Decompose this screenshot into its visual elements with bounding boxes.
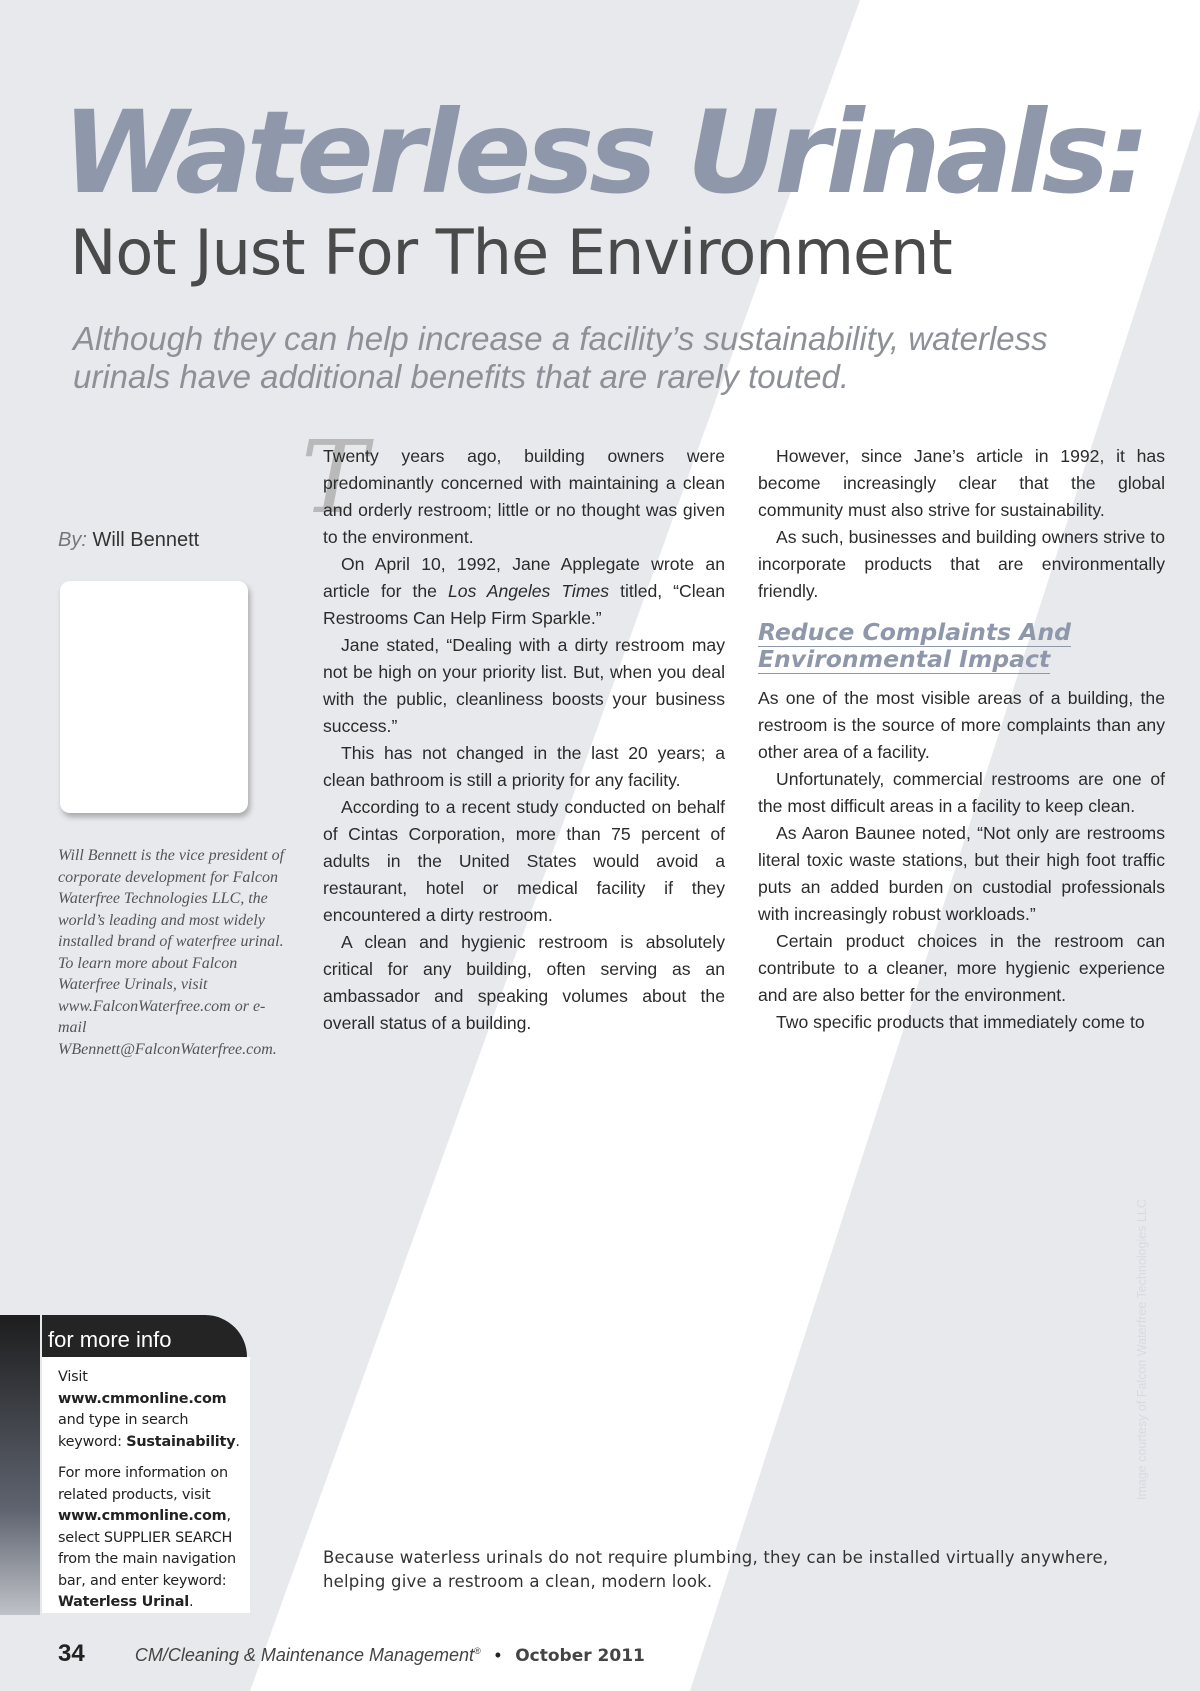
byline-label: By: xyxy=(58,529,87,551)
info-box-stripe xyxy=(0,1315,40,1615)
section-heading xyxy=(758,619,1165,673)
info-link[interactable]: www.cmmonline.com xyxy=(58,1390,227,1407)
section-heading-line: Environmental Impact xyxy=(758,645,1051,673)
info-text: Visit xyxy=(58,1369,88,1385)
info-text: . xyxy=(189,1594,194,1610)
article-paragraph: This has not changed in the last 20 years; a clean bathroom is still a priority for any facility. xyxy=(323,743,725,790)
photo-caption: Because waterless urinals do not require plumbing, they can be installed virtually anywhere, helping give a restroom a clean, modern look. xyxy=(323,1548,1109,1591)
info-box-heading: for more info xyxy=(48,1327,172,1352)
info-paragraph xyxy=(58,1367,250,1453)
article-paragraph: As Aaron Baunee noted, “Not only are restrooms literal toxic waste stations, but their high foot traffic puts an added burden on custodial professionals with increasingly robust workloads.” xyxy=(758,823,1165,924)
page-footer xyxy=(58,1640,645,1668)
section-heading-line: Reduce Complaints And xyxy=(758,618,1072,646)
image-credit xyxy=(1135,1150,1155,1500)
author-photo xyxy=(60,581,248,813)
registered-mark: ® xyxy=(474,1646,481,1656)
article-column-1 xyxy=(323,443,725,1037)
article-paragraph: According to a recent study conducted on behalf of Cintas Corporation, more than 75 percent of adults in the United States would avoid a restaurant, hotel or medical facility if they encountered a dirty restroom. xyxy=(323,797,725,925)
article-paragraph: However, since Jane’s article in 1992, it has become increasingly clear that the global community must also strive for sustainability. xyxy=(758,446,1165,520)
article-paragraph: Certain product choices in the restroom can contribute to a cleaner, more hygienic experience and are also better for the environment. xyxy=(758,931,1165,1005)
info-link[interactable]: www.cmmonline.com xyxy=(58,1508,227,1524)
info-keyword: Waterless Urinal xyxy=(58,1594,190,1610)
image-credit-text: Image courtesy of Falcon Waterfree Technologies LLC xyxy=(1135,1199,1149,1500)
article-text: titled, “Clean Restrooms Can Help Firm Sparkle.” xyxy=(323,581,726,628)
footer-separator: • xyxy=(494,1645,502,1665)
article-deck: Although they can help increase a facility’s sustainability, waterless urinals have additional benefits that are rarely touted. xyxy=(73,320,1048,395)
article-paragraph: As such, businesses and building owners strive to incorporate products that are environmentally friendly. xyxy=(758,527,1165,601)
info-box-header xyxy=(42,1315,247,1357)
byline xyxy=(58,529,199,552)
author-bio: Will Bennett is the vice president of corporate development for Falcon Waterfree Technologies LLC, the world’s leading and most widely installed brand of waterfree urinal. To learn more about Falcon Waterfree Urinals, visit www.FalconWaterfree.com or e-mail WBennett@FalconWaterfree.com. xyxy=(58,847,285,1058)
info-box-body xyxy=(42,1357,250,1613)
info-keyword: Sustainability xyxy=(126,1433,236,1450)
publication-name: Los Angeles Times xyxy=(448,581,610,601)
info-text: and type in search keyword: xyxy=(58,1412,189,1450)
publication-name xyxy=(135,1645,481,1665)
issue-date: October 2011 xyxy=(515,1646,645,1666)
article-subtitle: Not Just For The Environment xyxy=(70,216,952,289)
page-number: 34 xyxy=(58,1640,85,1667)
info-paragraph xyxy=(58,1463,250,1614)
article-paragraph: Two specific products that immediately come to xyxy=(776,1012,1145,1032)
article-paragraph xyxy=(323,551,725,632)
article-paragraph: As one of the most visible areas of a building, the restroom is the source of more complaints than any other area of a facility. xyxy=(758,688,1165,762)
publication-title: CM/Cleaning & Maintenance Management xyxy=(134,1645,475,1665)
article-column-2 xyxy=(758,443,1165,1036)
article-paragraph: Twenty years ago, building owners were predominantly concerned with maintaining a clean and orderly restroom; little or no thought was given to the environment. xyxy=(323,446,725,547)
article-paragraph: A clean and hygienic restroom is absolutely critical for any building, often serving as an ambassador and speaking volumes about the overall status of a building. xyxy=(323,932,725,1033)
article-text: On April 10, 1992, Jane Applegate wrote an article for the xyxy=(323,554,725,601)
author-name: Will Bennett xyxy=(92,529,200,551)
info-text: For more information on related products, visit xyxy=(58,1465,228,1503)
info-text: . xyxy=(235,1433,240,1450)
drop-cap: T xyxy=(301,419,368,536)
article-paragraph: Unfortunately, commercial restrooms are one of the most difficult areas in a facility to keep clean. xyxy=(758,769,1165,816)
article-title: Waterless Urinals: xyxy=(62,86,1146,219)
article-paragraph: Jane stated, “Dealing with a dirty restroom may not be high on your priority list. But, when you deal with the public, cleanliness boosts your business success.” xyxy=(323,635,725,736)
info-text: , select SUPPLIER SEARCH from the main navigation bar, and enter keyword: xyxy=(58,1508,236,1589)
